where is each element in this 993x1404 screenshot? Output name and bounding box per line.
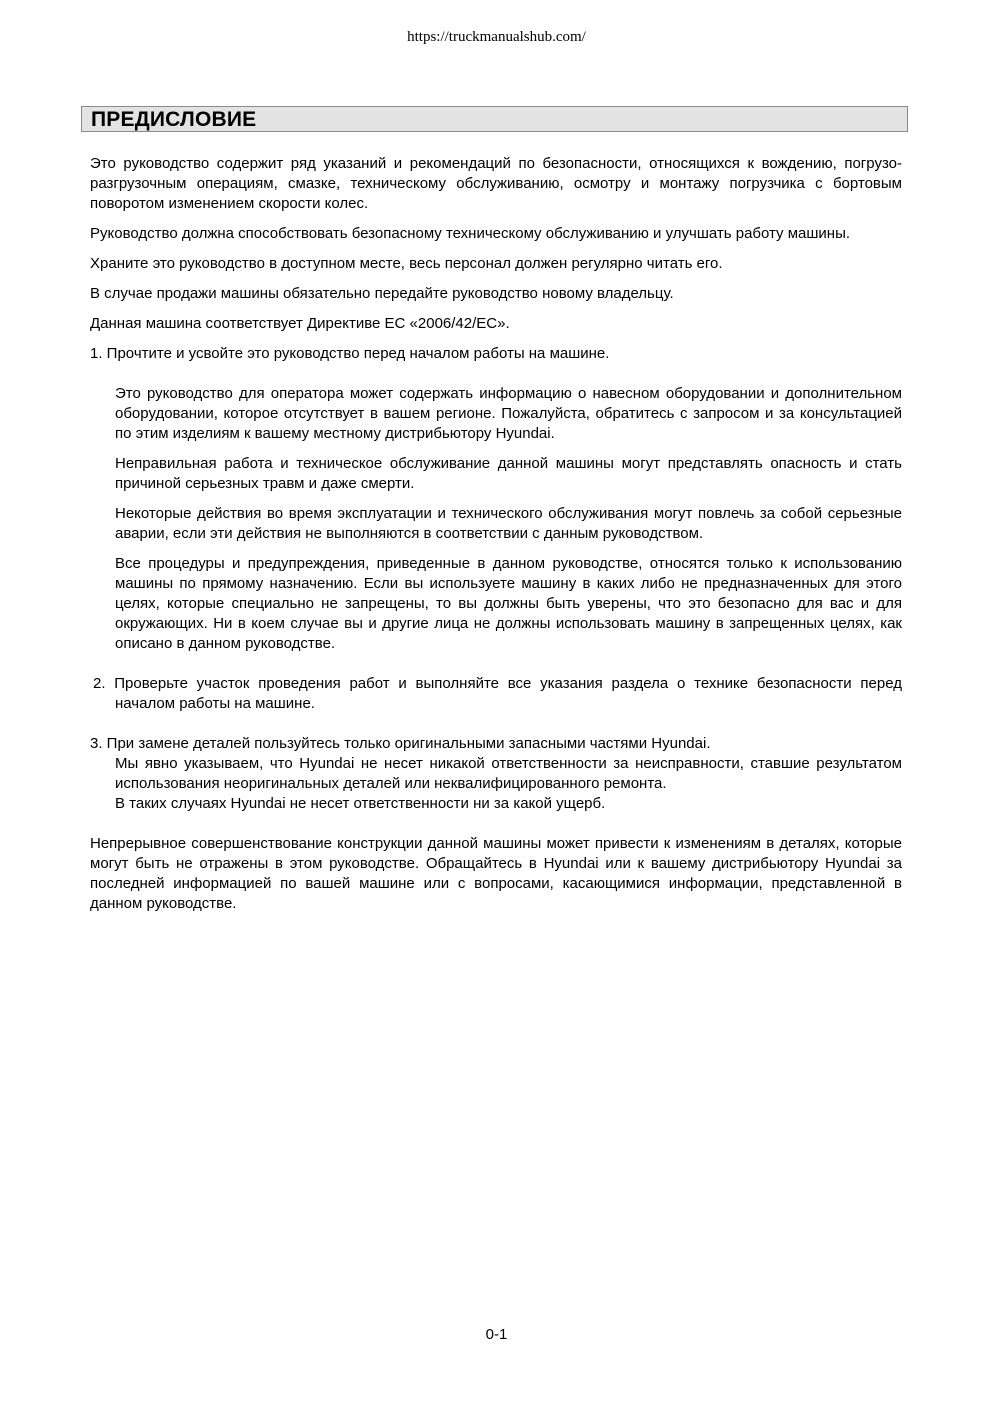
header-url[interactable]: https://truckmanualshub.com/: [407, 29, 586, 45]
section-title-bar: [81, 106, 908, 132]
document-body: [90, 154, 902, 924]
list-item-1-paragraph: Неправильная работа и техническое обслуживание данной машины могут представлять опасность и стать причиной серьезных травм и даже смерти.: [115, 455, 902, 492]
list-item-3-title: 3. При замене деталей пользуйтесь только оригинальными запасными частями Hyundai.: [90, 735, 711, 752]
list-item-1-title: 1. Прочтите и усвойте это руководство перед началом работы на машине.: [90, 345, 610, 362]
page-number: 0-1: [485, 1326, 508, 1343]
closing-paragraph: Непрерывное совершенствование конструкции данной машины может привести к изменениям в деталях, которые могут быть не отражены в этом руководстве. Обращайтесь в Hyundai или к вашему дистрибьютору Hyundai за последней информацией по вашей машине или с вопросами, касающимися информации, представленной в данном руководстве.: [90, 835, 902, 912]
spacer: [90, 814, 902, 834]
section-title: ПРЕДИСЛОВИЕ: [91, 108, 257, 131]
spacer: [90, 364, 902, 384]
intro-paragraph: Данная машина соответствует Директиве ЕС «2006/42/EC».: [90, 315, 510, 332]
intro-paragraph: Это руководство содержит ряд указаний и рекомендаций по безопасности, относящихся к вождению, погрузо-разгрузочным операциям, смазке, техническому обслуживанию, осмотру и монтажу погрузчика с бортовым поворотом изменением скорости колес.: [90, 155, 902, 212]
list-item-1-paragraph: Все процедуры и предупреждения, приведенные в данном руководстве, относятся только к использованию машины по прямому назначению. Если вы используете машину в каких либо не предназначенных для этого целях, которые специально не запрещены, то вы должны быть уверены, что это безопасно для вас и для окружающих. Ни в коем случае вы и другие лица не должны использовать машину в запрещенных целях, как описано в данном руководстве.: [115, 555, 902, 652]
list-item-2: 2. Проверьте участок проведения работ и выполняйте все указания раздела о технике безопасности перед началом работы на машине.: [93, 675, 902, 712]
list-item-1-paragraph: Некоторые действия во время эксплуатации и технического обслуживания могут повлечь за собой серьезные аварии, если эти действия не выполняются в соответствии с данным руководством.: [115, 505, 902, 542]
spacer: [90, 664, 902, 674]
list-item-3-line: Мы явно указываем, что Hyundai не несет никакой ответственности за неисправности, ставшие результатом использования неоригинальных деталей или неквалифицированного ремонта.: [115, 755, 902, 792]
spacer: [90, 724, 902, 734]
intro-paragraph: Храните это руководство в доступном месте, весь персонал должен регулярно читать его.: [90, 255, 723, 272]
list-item-1-paragraph: Это руководство для оператора может содержать информацию о навесном оборудовании и дополнительном оборудовании, которое отсутствует в вашем регионе. Пожалуйста, обратитесь с запросом и за консультацией по этим изделиям к вашему местному дистрибьютору Hyundai.: [115, 385, 902, 442]
list-item-3-line: В таких случаях Hyundai не несет ответственности ни за какой ущерб.: [115, 795, 606, 812]
intro-paragraph: В случае продажи машины обязательно передайте руководство новому владельцу.: [90, 285, 674, 302]
intro-paragraph: Руководство должна способствовать безопасному техническому обслуживанию и улучшать работу машины.: [90, 225, 851, 242]
